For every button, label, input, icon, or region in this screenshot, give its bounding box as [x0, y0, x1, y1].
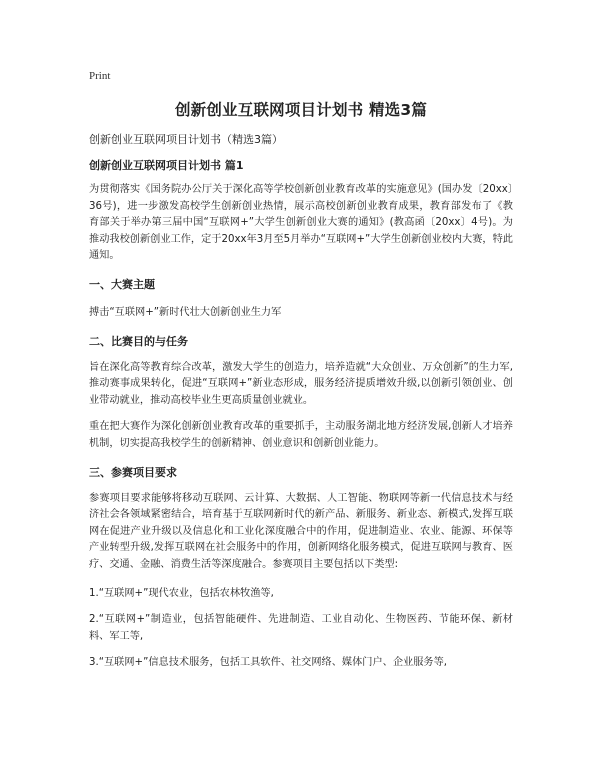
list-item-3: 3.“互联网+”信息技术服务，包括工具软件、社交网络、媒体门户、企业服务等, — [89, 657, 448, 669]
list-item-2: 2.“互联网+”制造业，包括智能硬件、先进制造、工业自动化、生物医药、节能环保、新材料、军工等, — [89, 614, 513, 642]
intro-paragraph: 为贯彻落实《国务院办公厅关于深化高等学校创新创业教育改革的实施意见》(国办发〔20xx〕36号)，进一步激发高校学生创新创业热情，展示高校创新创业教育成果，教育部发布了《教育部关于举办第三届中国“互联网+”大学生创新创业大赛的通知》(教高函〔20xx〕4号)。为推动我校创新创业工作，定于20xx年3月至5月举办“互联网+”大学生创新创业校内大赛，特此通知。 — [89, 184, 513, 262]
document-page — [89, 70, 513, 672]
goals-paragraph-2: 重在把大赛作为深化创新创业教育改革的重要抓手，主动服务湖北地方经济发展,创新人才培养机制，切实提高我校学生的创新精神、创业意识和创新创业能力。 — [89, 421, 513, 449]
requirements-paragraph: 参赛项目要求能够将移动互联网、云计算、大数据、人工智能、物联网等新一代信息技术与经济社会各领域紧密结合，培育基于互联网新时代的新产品、新服务、新业态、新模式,发挥互联网在促进产业升级以及信息化和工业化深度融合中的作用，促进制造业、农业、能源、环保等产业转型升级,发挥互联网在社会服务中的作用，创新网络化服务模式，促进互联网与教育、医疗、交通、金融、消费生活等深度融合。参赛项目主要包括以下类型: — [89, 492, 513, 570]
heading-goals: 二、比赛目的与任务 — [89, 334, 188, 348]
section-title: 创新创业互联网项目计划书 篇1 — [89, 159, 244, 172]
theme-paragraph: 搏击“互联网+”新时代壮大创新创业生力军 — [89, 306, 282, 318]
goals-paragraph-1: 旨在深化高等教育综合改革，激发大学生的创造力，培养造就“大众创业、万众创新”的生力军,推动赛事成果转化，促进“互联网+”新业态形成，服务经济提质增效升级,以创新引领创业、创业带动就业，推动高校毕业生更高质量创业就业。 — [89, 361, 513, 406]
page-title: 创新创业互联网项目计划书 精选3篇 — [174, 101, 428, 119]
heading-theme: 一、大赛主题 — [89, 277, 155, 291]
heading-requirements: 三、参赛项目要求 — [89, 465, 177, 479]
list-item-1: 1.“互联网+”现代农业，包括农林牧渔等, — [89, 587, 274, 599]
print-link[interactable]: Print — [89, 70, 111, 82]
document-subtitle: 创新创业互联网项目计划书（精选3篇） — [89, 133, 283, 146]
